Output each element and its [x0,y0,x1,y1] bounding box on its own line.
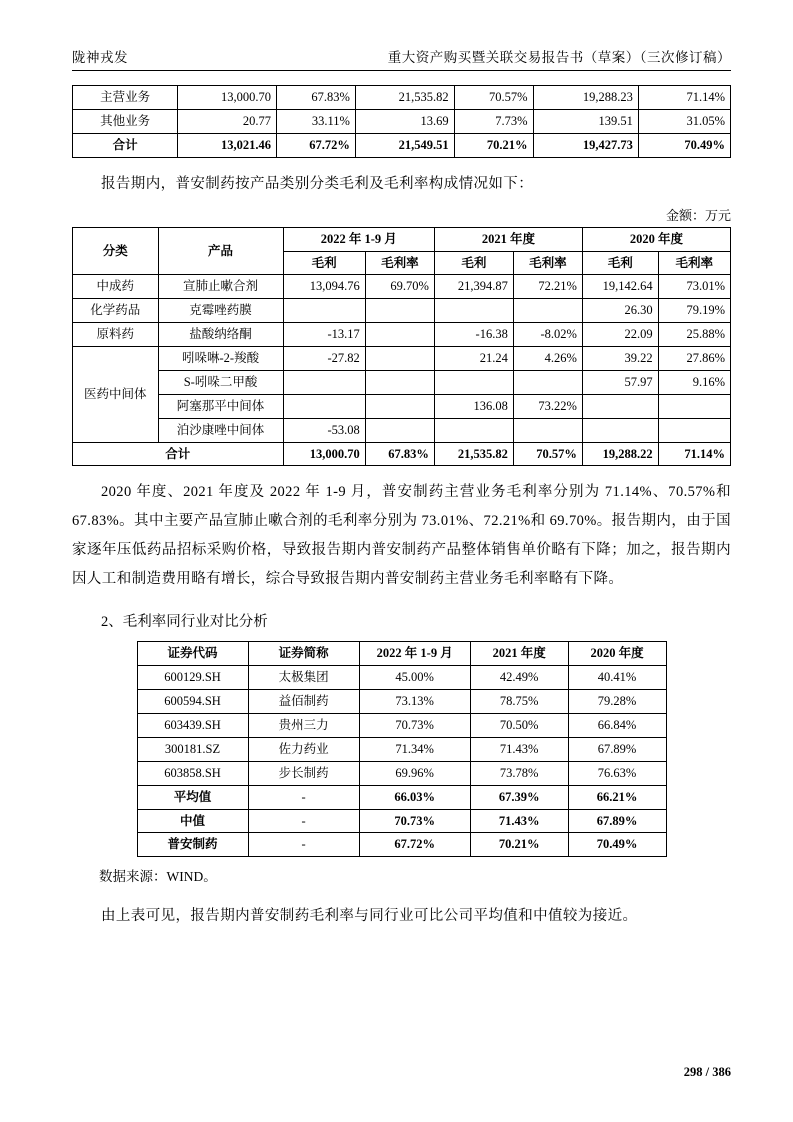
cell [513,370,582,394]
cell-code: 600129.SH [137,666,248,690]
cell: 33.11% [276,109,355,133]
cell [365,394,434,418]
header-period-2: 2020 年度 [568,642,666,666]
cell [513,299,582,323]
cell: 21,535.82 [355,86,454,110]
header-company-name: 陇神戎发 [72,50,128,65]
cell: 31.05% [638,109,730,133]
cell-code: 普安制药 [137,833,248,857]
cell: 71.34% [359,737,470,761]
header-period-0: 2022 年 1-9 月 [283,227,434,251]
cell: 71.14% [658,442,730,466]
cell: 21,535.82 [434,442,513,466]
table-row [137,714,666,738]
header-period-0: 2022 年 1-9 月 [359,642,470,666]
data-source-note: 数据来源：WIND。 [99,869,217,885]
cell [365,323,434,347]
cell: 73.13% [359,690,470,714]
cell [283,299,365,323]
cell-name: 贵州三力 [248,714,359,738]
cell: 25.88% [658,323,730,347]
cell: 67.83% [276,86,355,110]
cell: 70.50% [470,714,568,738]
peer-comparison-table-wrap [137,641,667,857]
cell [582,394,658,418]
cell: 13,000.70 [178,86,277,110]
table-row [73,86,731,110]
cell: 73.01% [658,275,730,299]
cell-name: 佐力药业 [248,737,359,761]
cell-product: 克霉唑药膜 [158,299,283,323]
cell: 70.21% [470,833,568,857]
cell: 71.14% [638,86,730,110]
cell: 21.24 [434,347,513,371]
cell: -27.82 [283,347,365,371]
header-sub-profit: 毛利 [434,251,513,275]
cell [582,418,658,442]
table-header-row [73,227,731,251]
paragraph-conclusion: 由上表可见，报告期内普安制药毛利率与同行业可比公司平均值和中值较为接近。 [101,907,638,924]
cell: 67.72% [359,833,470,857]
cell: 20.77 [178,109,277,133]
cell: -16.38 [434,323,513,347]
cell: 13,094.76 [283,275,365,299]
section-heading-peer-comparison: 2、毛利率同行业对比分析 [101,614,268,631]
cell-name: 步长制药 [248,761,359,785]
table-row [137,761,666,785]
cell: 19,288.22 [582,442,658,466]
header-sub-margin: 毛利率 [365,251,434,275]
cell-total-label: 合计 [73,442,284,466]
cell: 139.51 [533,109,638,133]
header-divider [72,70,731,71]
cell-product: S-吲哚二甲酸 [158,370,283,394]
cell: 67.89% [568,809,666,833]
cell [658,394,730,418]
table-row-total [73,442,731,466]
cell-category: 医药中间体 [73,347,159,443]
cell: 76.63% [568,761,666,785]
cell: 67.39% [470,785,568,809]
cell: 7.73% [454,109,533,133]
table-row [73,370,731,394]
cell: -13.17 [283,323,365,347]
header-period-2: 2020 年度 [582,227,730,251]
cell-name: 益佰制药 [248,690,359,714]
table-row [137,737,666,761]
cell [283,370,365,394]
cell-code: 300181.SZ [137,737,248,761]
cell-name: 太极集团 [248,666,359,690]
cell [434,370,513,394]
revenue-continued-table-wrap [72,85,731,158]
cell: 70.57% [454,86,533,110]
table-row [73,109,731,133]
cell: 26.30 [582,299,658,323]
cell-category: 原料药 [73,323,159,347]
cell: 67.72% [276,133,355,157]
cell [513,418,582,442]
cell: 22.09 [582,323,658,347]
cell [434,299,513,323]
cell: 19,288.23 [533,86,638,110]
cell: 4.26% [513,347,582,371]
paragraph-intro-product-table: 报告期内，普安制药按产品类别分类毛利及毛利率构成情况如下： [101,175,534,192]
cell: 70.21% [454,133,533,157]
cell: 78.75% [470,690,568,714]
cell: 40.41% [568,666,666,690]
table-row [73,418,731,442]
cell-code: 平均值 [137,785,248,809]
row-label: 主营业务 [73,86,178,110]
cell: 66.03% [359,785,470,809]
cell: 57.97 [582,370,658,394]
cell [283,394,365,418]
cell [365,370,434,394]
table-header-row [137,642,666,666]
row-label: 合计 [73,133,178,157]
cell: 45.00% [359,666,470,690]
cell: 39.22 [582,347,658,371]
cell-category: 中成药 [73,275,159,299]
cell: 9.16% [658,370,730,394]
cell-category: 化学药品 [73,299,159,323]
header-period-1: 2021 年度 [434,227,582,251]
unit-label-amount: 金额：万元 [665,207,731,223]
header-sub-profit: 毛利 [283,251,365,275]
table-row [73,275,731,299]
header-security-name: 证券简称 [248,642,359,666]
cell: 70.57% [513,442,582,466]
table-row [137,666,666,690]
table-row-median [137,809,666,833]
page-header [72,46,731,70]
cell: 66.21% [568,785,666,809]
cell [365,347,434,371]
cell-product: 盐酸纳络酮 [158,323,283,347]
cell: 42.49% [470,666,568,690]
cell: 73.22% [513,394,582,418]
cell-product: 宣肺止嗽合剂 [158,275,283,299]
cell: 79.28% [568,690,666,714]
paragraph-gross-margin-analysis: 2020 年度、2021 年度及 2022 年 1-9 月，普安制药主营业务毛利率分别为 71.14%、70.57%和 67.83%。其中主要产品宣肺止嗽合剂的毛利率分别为 73.01%、72.21%和 69.70%。报告期内，由于国家逐年压低药品招标采购价格，导致报告期内普安制药产品整体销售单价略有下降；加之，报告期内因人工和制造费用略有增长，综合导致报告期内普安制药主营业务毛利率略有下降。 [72,484,731,588]
row-label: 其他业务 [73,109,178,133]
cell: 70.49% [568,833,666,857]
cell-name: - [248,809,359,833]
cell: 13,021.46 [178,133,277,157]
cell [365,418,434,442]
cell-code: 600594.SH [137,690,248,714]
cell-name: - [248,785,359,809]
cell: 67.89% [568,737,666,761]
cell: 69.96% [359,761,470,785]
cell [365,299,434,323]
cell [434,418,513,442]
cell [658,418,730,442]
cell: 71.43% [470,809,568,833]
cell: 66.84% [568,714,666,738]
table-row-total [73,133,731,157]
cell: 79.19% [658,299,730,323]
cell-product: 泊沙康唑中间体 [158,418,283,442]
table-row [73,323,731,347]
product-gross-profit-table-wrap [72,227,731,467]
cell-name: - [248,833,359,857]
header-sub-profit: 毛利 [582,251,658,275]
cell-product: 吲哚啉-2-羧酸 [158,347,283,371]
table-row [137,690,666,714]
revenue-continued-table [72,85,731,158]
cell: 13.69 [355,109,454,133]
header-product: 产品 [158,227,283,275]
page-number: 298 / 386 [683,1065,731,1079]
cell: 21,394.87 [434,275,513,299]
table-row [73,347,731,371]
cell: 19,427.73 [533,133,638,157]
table-row [73,299,731,323]
cell: 70.49% [638,133,730,157]
product-gross-profit-table [72,227,731,467]
cell: 13,000.70 [283,442,365,466]
header-sub-margin: 毛利率 [513,251,582,275]
cell: 67.83% [365,442,434,466]
cell: 71.43% [470,737,568,761]
cell: 27.86% [658,347,730,371]
table-row [73,394,731,418]
peer-comparison-table [137,641,667,857]
cell: 69.70% [365,275,434,299]
header-document-title: 重大资产购买暨关联交易报告书（草案）（三次修订稿） [387,50,731,65]
cell: 21,549.51 [355,133,454,157]
cell: 70.73% [359,714,470,738]
cell: -53.08 [283,418,365,442]
cell-product: 阿塞那平中间体 [158,394,283,418]
cell: 136.08 [434,394,513,418]
cell: 19,142.64 [582,275,658,299]
header-period-1: 2021 年度 [470,642,568,666]
header-category: 分类 [73,227,159,275]
cell-code: 603858.SH [137,761,248,785]
cell: -8.02% [513,323,582,347]
header-security-code: 证券代码 [137,642,248,666]
header-sub-margin: 毛利率 [658,251,730,275]
cell: 72.21% [513,275,582,299]
cell-code: 中值 [137,809,248,833]
cell: 70.73% [359,809,470,833]
table-row-company [137,833,666,857]
table-row-average [137,785,666,809]
cell: 73.78% [470,761,568,785]
cell-code: 603439.SH [137,714,248,738]
